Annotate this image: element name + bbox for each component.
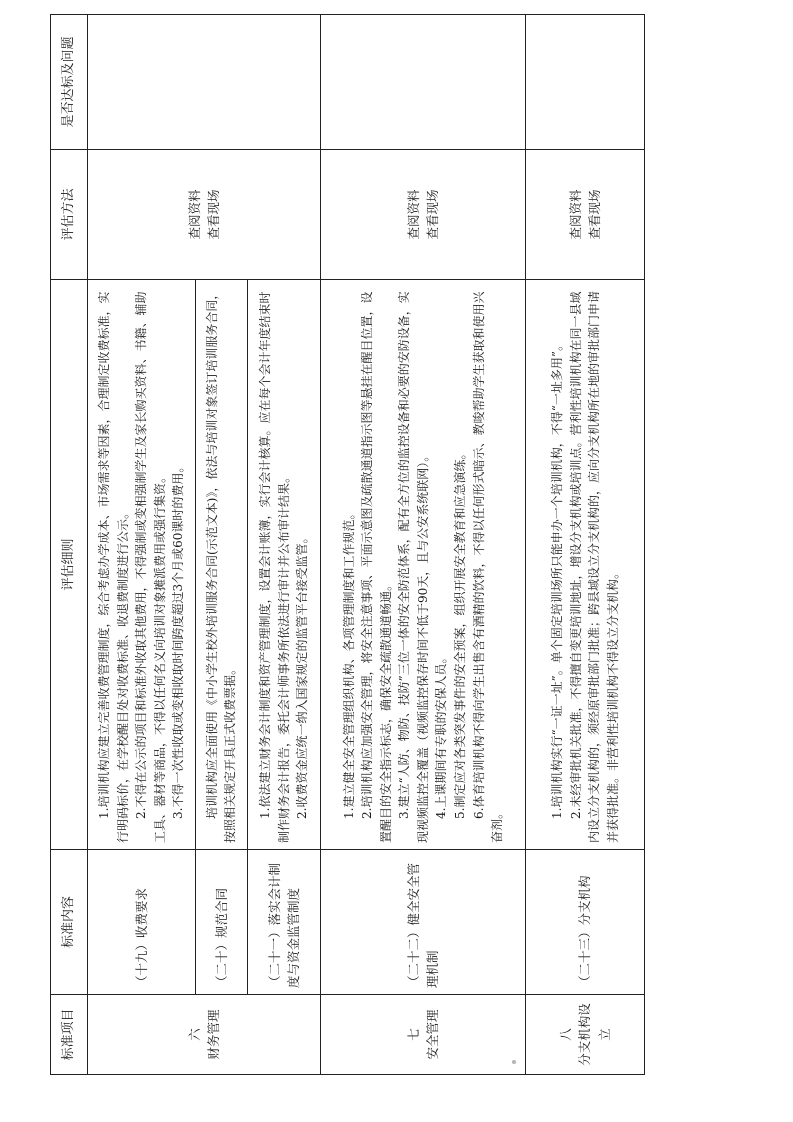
detail-line: 3.建立“人防、物防、技防”三位一体的安全防范体系，配有全方位的监控设备和必要的安防设备，实现视频监控全覆盖（视频监控保存时间不低于90天，且与公安系统联网）。 — [397, 291, 430, 843]
detail-line: 1.建立健全安全管理组织机构、各项管理制度和工作规范。 — [341, 507, 356, 819]
header-content: 标准内容 — [51, 850, 88, 995]
table-header-row — [51, 15, 88, 1075]
method-line: 查看现场 — [587, 189, 603, 240]
assessment-method — [526, 150, 645, 280]
section-number: 七 — [405, 1028, 421, 1041]
assessment-detail — [247, 280, 320, 850]
standard-content: （二十一）落实会计制度与资金监管制度 — [247, 850, 320, 995]
standard-content: （十九）收费要求 — [88, 850, 196, 995]
method-line: 查看现场 — [425, 189, 441, 240]
assessment-detail — [321, 280, 526, 850]
header-item: 标准项目 — [51, 995, 88, 1075]
scan-speck — [512, 1060, 516, 1064]
standard-content: （二十三）分支机构 — [526, 850, 645, 995]
result-cell — [88, 15, 321, 150]
detail-line: 5.制定应对各类突发事件的安全预案，组织开展安全教育和应急演练。 — [453, 447, 468, 819]
detail-line: 2.收费资金应统一纳入国家规定的监管平台接受监管。 — [295, 531, 310, 819]
assessment-table — [50, 14, 645, 1075]
header-detail: 评估细则 — [51, 280, 88, 850]
method-line: 查阅资料 — [186, 189, 202, 240]
result-cell — [321, 15, 526, 150]
detail-line: 培训机构应全面使用《中小学生校外培训服务合同(示范文本)》，依法与培训对象签订培训服务合同，按照相关规定开具正式收费票据。 — [204, 287, 238, 843]
section-item — [526, 995, 645, 1075]
assessment-detail — [195, 280, 247, 850]
rotated-table-wrapper — [50, 15, 645, 1075]
section-item — [321, 995, 526, 1075]
detail-line: 2.未经审批机关批准，不得擅自变更培训地址，增设分支机构或培训点。营利性培训机构在同一县域内设立分支机构的，须经原审批部门批准；跨县域设立分支机构的，应向分支机构所在地的审批部门申请并获得批准。非营利性培训机构不得设立分支机构。 — [568, 290, 620, 843]
detail-line: 2.不得在公示的项目和标准外收取其他费用，不得强制或变相强制学生及家长购买资料、书籍、辅助工具、器材等商品，不得以任何名义向培训对象摊派费用或强行集资。 — [134, 291, 167, 843]
assessment-detail — [526, 280, 645, 850]
method-line: 查看现场 — [206, 189, 222, 240]
table-row — [321, 15, 526, 1075]
header-method: 评估方法 — [51, 150, 88, 280]
table-row — [88, 15, 196, 1075]
section-title: 安全管理 — [425, 1009, 441, 1060]
section-number: 六 — [186, 1028, 202, 1041]
result-cell — [526, 15, 645, 150]
detail-line: 4.上课期间有专职的安保人员。 — [434, 651, 449, 819]
header-result: 是否达标及问题 — [51, 15, 88, 150]
section-title: 分支机构设立 — [577, 1003, 612, 1066]
detail-line: 1.培训机构实行“一证一址”。单个固定培训场所只能申办一个培训机构，不得“一址多用”。 — [549, 339, 564, 819]
detail-line: 1.培训机构应建立完善收费管理制度，综合考虑办学成本、市场需求等因素，合理制定收费标准，实行明码标价，在学校醒目处对收费标准、收退费制度进行公示。 — [96, 291, 130, 843]
section-item — [88, 995, 321, 1075]
section-title: 财务管理 — [206, 1009, 222, 1060]
assessment-method — [88, 150, 321, 280]
method-line: 查阅资料 — [567, 189, 583, 240]
standard-content: （二十二）健全安全管理机制 — [321, 850, 526, 995]
detail-line: 2.培训机构应加强安全管理，将安全注意事项、平面示意图及疏散通道指示图等悬挂在醒目位置，设置醒目的安全指示标志，确保安全疏散通道畅通。 — [360, 291, 393, 843]
detail-line: 6.体育培训机构不得向学生出售含有酒精的饮料，不得以任何形式暗示、教唆帮助学生获取和使用兴奋剂。 — [471, 291, 505, 843]
method-line: 查阅资料 — [405, 189, 421, 240]
assessment-detail — [88, 280, 196, 850]
table-row — [526, 15, 645, 1075]
detail-line: 3.不得一次性收取或变相收取时间跨度超过3个月或60课时的费用。 — [171, 460, 186, 819]
section-number: 八 — [558, 1028, 574, 1041]
standard-content: （二十）规范合同 — [195, 850, 247, 995]
assessment-method — [321, 150, 526, 280]
detail-line: 1.依法建立财务会计制度和资产管理制度，设置会计账簿，实行会计核算。应在每个会计年度结束时制作财务会计报告，委托会计师事务所依法进行审计并公布审计结果。 — [258, 291, 291, 843]
